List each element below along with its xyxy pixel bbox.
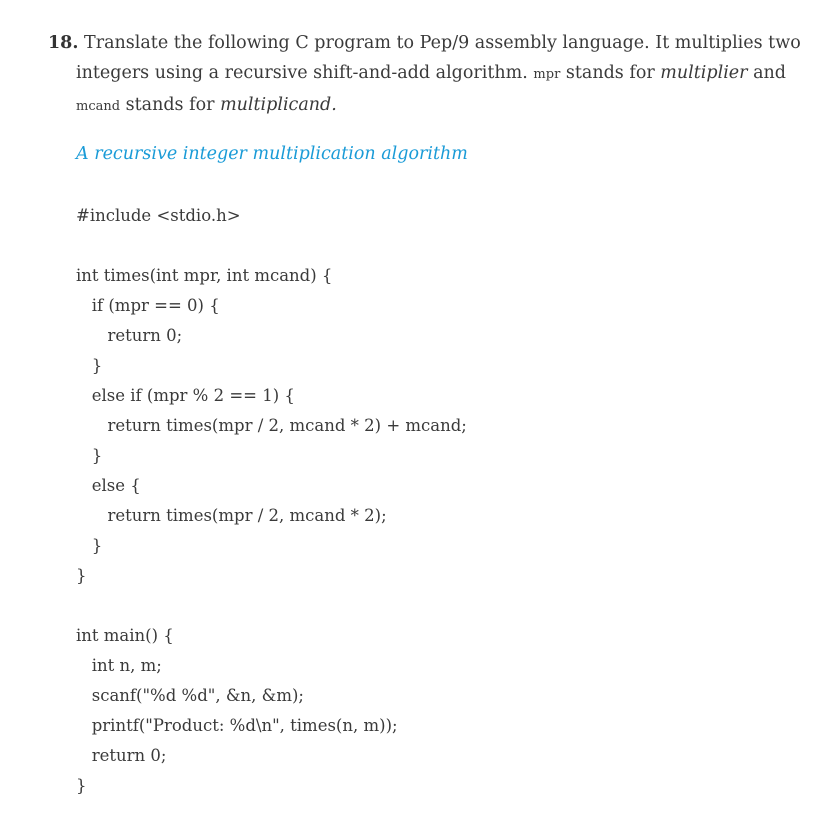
problem-text-stands-for-1: stands for <box>565 63 655 83</box>
problem-text-and: and <box>753 63 787 83</box>
code-line: } <box>76 356 103 375</box>
code-term-mpr: mpr <box>533 67 561 82</box>
code-line: return 0; <box>76 326 183 345</box>
code-line <box>76 231 467 261</box>
problem-text-line2: integers using a recursive shift-and-add algorithm. <box>76 63 528 83</box>
code-line: } <box>76 536 103 555</box>
code-line: return times(mpr / 2, mcand * 2) + mcand; <box>76 416 467 435</box>
code-line: } <box>76 566 87 585</box>
code-line: int times(int mpr, int mcand) { <box>76 266 333 285</box>
problem-text-continuation <box>48 58 808 122</box>
code-line: if (mpr == 0) { <box>76 296 220 315</box>
code-line: int n, m; <box>76 656 162 675</box>
problem-statement <box>48 28 808 122</box>
code-line: #include <stdio.h> <box>76 206 241 225</box>
code-line: } <box>76 446 103 465</box>
problem-text-stands-for-2: stands for <box>125 95 215 115</box>
code-line: } <box>76 776 87 795</box>
code-line: int main() { <box>76 626 174 645</box>
term-multiplicand: multiplicand <box>220 95 332 115</box>
term-multiplier: multiplier <box>660 63 748 83</box>
code-line: scanf("%d %d", &n, &m); <box>76 686 304 705</box>
code-line: else if (mpr % 2 == 1) { <box>76 386 295 405</box>
code-line: return times(mpr / 2, mcand * 2); <box>76 506 387 525</box>
problem-text-period: . <box>331 95 337 115</box>
code-caption: A recursive integer multiplication algorithm <box>76 144 468 164</box>
code-term-mcand: mcand <box>76 99 121 114</box>
problem-number: 18. <box>48 33 79 53</box>
code-line: return 0; <box>76 746 167 765</box>
code-line: printf("Product: %d\n", times(n, m)); <box>76 716 398 735</box>
code-listing <box>76 201 467 801</box>
problem-text-line1: Translate the following C program to Pep/9 assembly language. It multiplies two <box>84 33 801 53</box>
code-line <box>76 591 467 621</box>
code-line: else { <box>76 476 141 495</box>
